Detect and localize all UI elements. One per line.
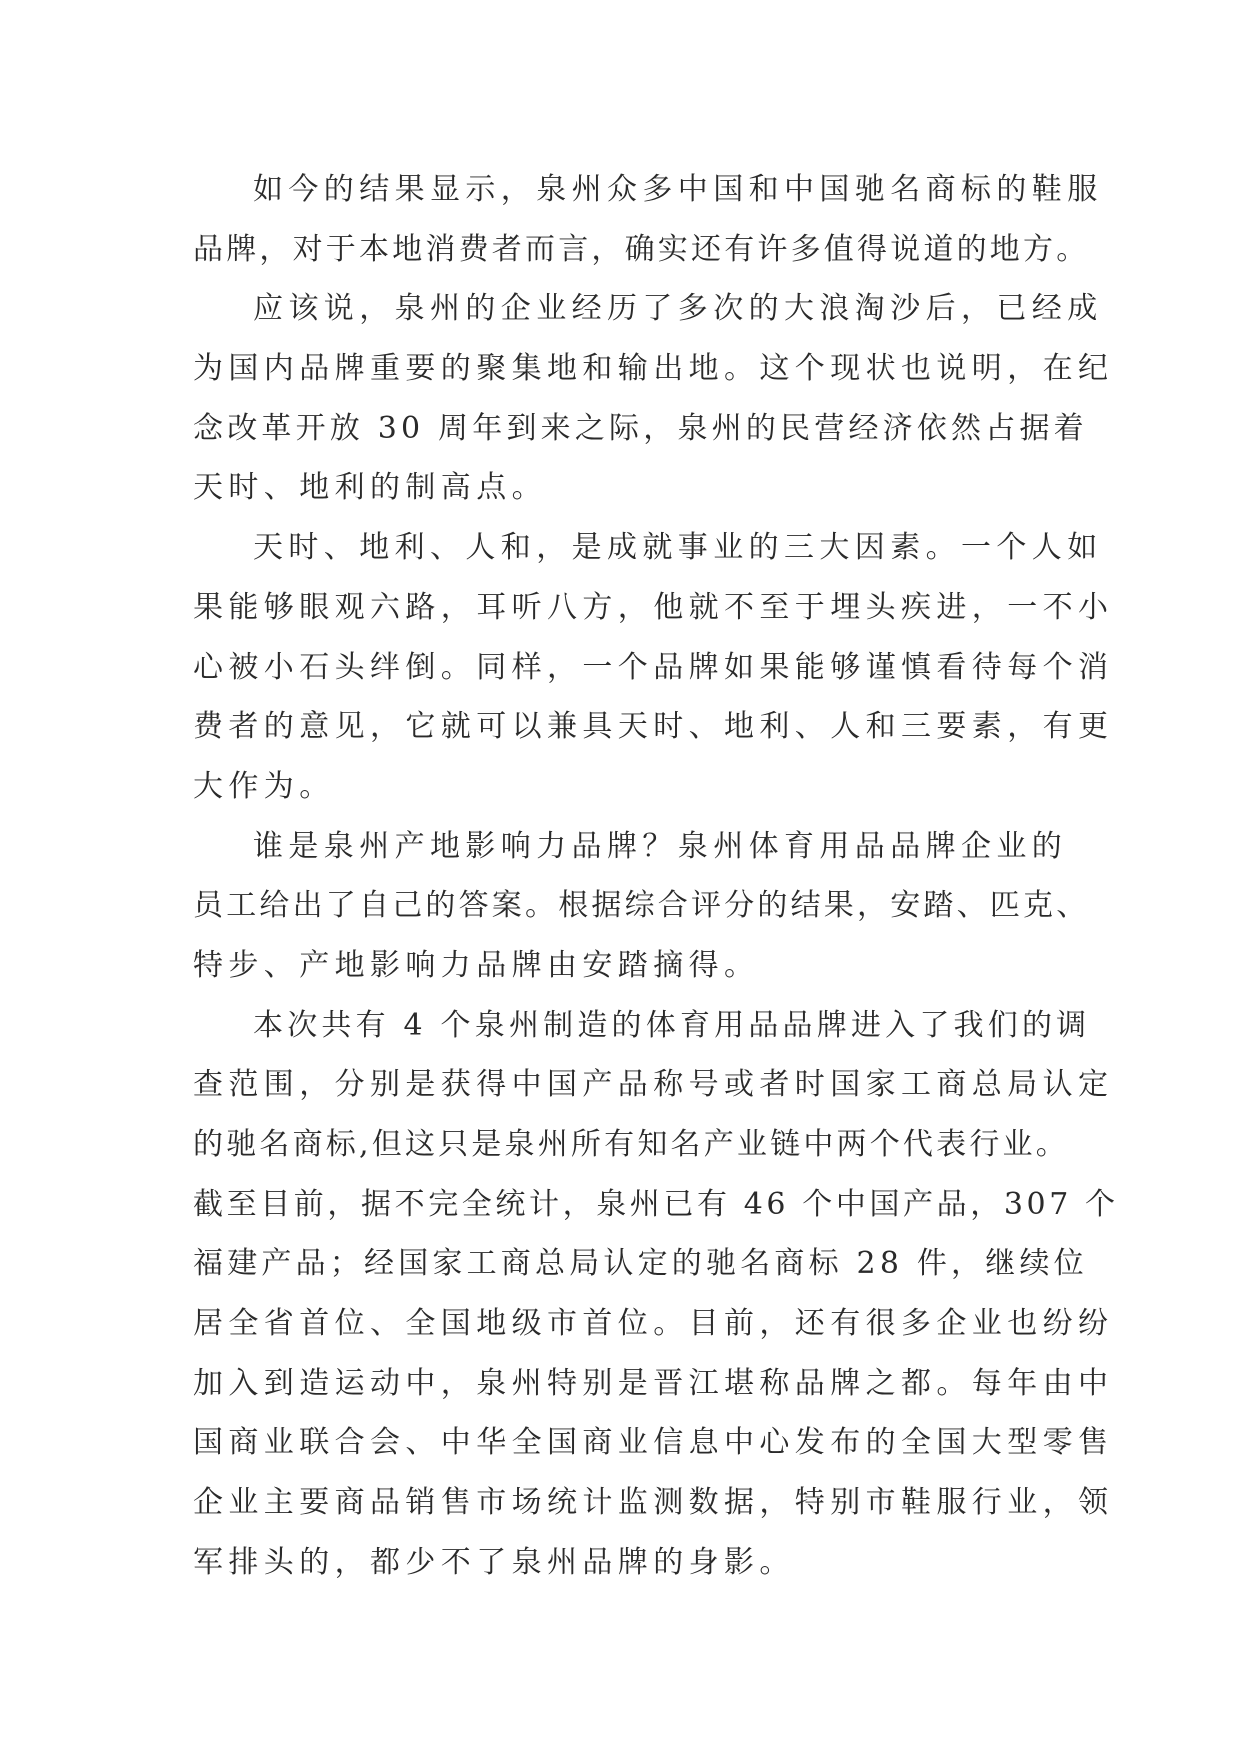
text-line: 本次共有 4 个泉州制造的体育用品品牌进入了我们的调 <box>253 1007 1091 1043</box>
text-line: 企业主要商品销售市场统计监测数据，特别市鞋服行业，领 <box>193 1485 1114 1521</box>
text-line: 大作为。 <box>193 768 335 804</box>
paragraph-1 <box>193 160 1103 279</box>
text-line: 特步、产地影响力品牌由安踏摘得。 <box>193 947 760 983</box>
text-line: 果能够眼观六路，耳听八方，他就不至于埋头疾进，一不小 <box>193 589 1114 625</box>
text-line: 天时、地利、人和，是成就事业的三大因素。一个人如 <box>253 530 1103 566</box>
text-line: 军排头的，都少不了泉州品牌的身影。 <box>193 1544 795 1580</box>
text-line: 截至目前，据不完全统计，泉州已有 46 个中国产品，307 个 <box>193 1186 1119 1222</box>
text-line: 居全省首位、全国地级市首位。目前，还有很多企业也纷纷 <box>193 1306 1114 1342</box>
text-line: 查范围，分别是获得中国产品称号或者时国家工商总局认定 <box>193 1067 1114 1103</box>
body-text <box>193 160 1119 1593</box>
paragraph-5 <box>193 996 1119 1593</box>
text-line: 天时、地利的制高点。 <box>193 470 547 506</box>
text-line: 谁是泉州产地影响力品牌？泉州体育用品品牌企业的 <box>253 828 1068 864</box>
text-line: 福建产品；经国家工商总局认定的驰名商标 28 件，继续位 <box>193 1246 1088 1282</box>
text-line: 费者的意见，它就可以兼具天时、地利、人和三要素，有更 <box>193 709 1114 745</box>
text-line: 员工给出了自己的答案。根据综合评分的结果，安踏、匹克、 <box>193 888 1090 924</box>
paragraph-4 <box>193 817 1090 996</box>
text-line: 念改革开放 30 周年到来之际，泉州的民营经济依然占据着 <box>193 410 1088 446</box>
text-line: 为国内品牌重要的聚集地和输出地。这个现状也说明，在纪 <box>193 351 1114 387</box>
paragraph-3 <box>193 518 1114 816</box>
text-line: 国商业联合会、中华全国商业信息中心发布的全国大型零售 <box>193 1425 1114 1461</box>
text-line: 应该说，泉州的企业经历了多次的大浪淘沙后，已经成 <box>253 291 1103 327</box>
paragraph-2 <box>193 279 1114 518</box>
text-line: 品牌，对于本地消费者而言，确实还有许多值得说道的地方。 <box>193 231 1090 267</box>
text-line: 心被小石头绊倒。同样，一个品牌如果能够谨慎看待每个消 <box>193 649 1114 685</box>
text-line: 加入到造运动中，泉州特别是晋江堪称品牌之都。每年由中 <box>193 1365 1114 1401</box>
text-line: 的驰名商标,但这只是泉州所有知名产业链中两个代表行业。 <box>193 1127 1069 1162</box>
text-line: 如今的结果显示，泉州众多中国和中国驰名商标的鞋服 <box>253 172 1103 207</box>
